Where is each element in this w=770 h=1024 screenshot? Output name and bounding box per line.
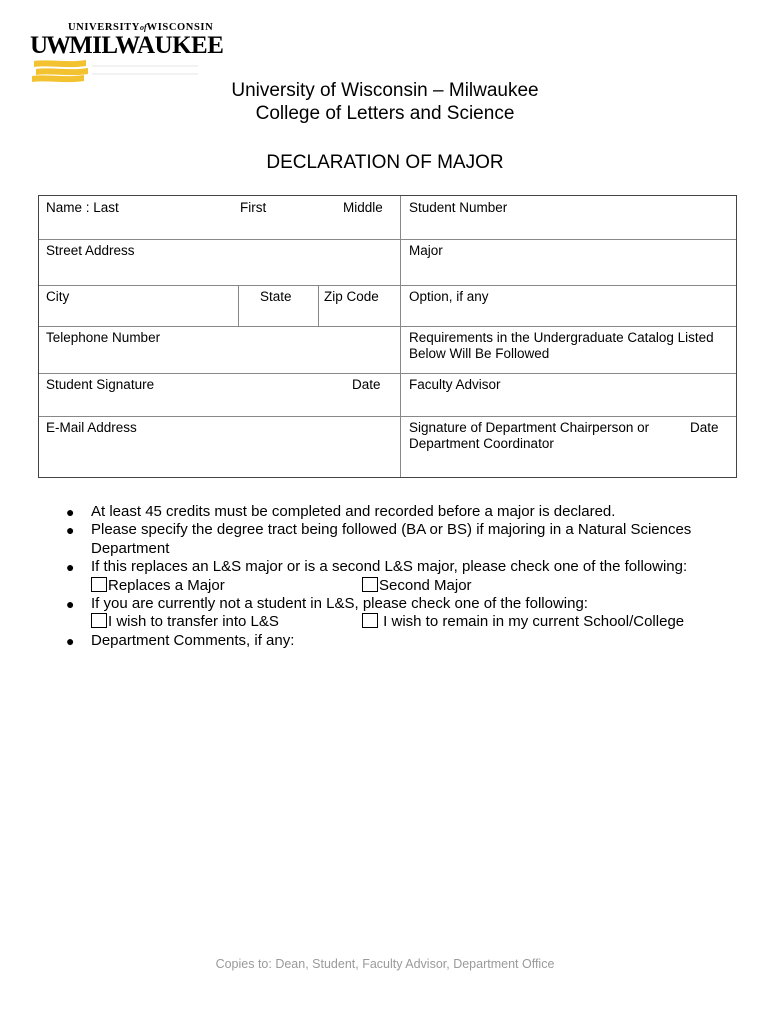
uwm-logo: [30, 22, 230, 84]
bullet-icon: ●: [66, 504, 75, 520]
instructions-list: [62, 503, 731, 650]
copies-footer: Copies to: Dean, Student, Faculty Advisor, Department Office: [215, 957, 555, 971]
remain-option[interactable]: I wish to remain in my current School/College: [362, 613, 684, 631]
column-divider: [238, 285, 239, 326]
list-item: ● At least 45 credits must be completed and recorded before a major is declared.: [66, 503, 616, 520]
signature-date-field[interactable]: Date: [352, 377, 381, 392]
telephone-field[interactable]: Telephone Number: [46, 330, 161, 345]
column-divider: [318, 285, 319, 326]
street-address-field[interactable]: Street Address: [46, 243, 135, 258]
major-field[interactable]: Major: [409, 243, 443, 258]
state-field[interactable]: State: [260, 289, 292, 304]
row-divider: [39, 373, 736, 374]
replaces-major-option[interactable]: Replaces a Major: [91, 577, 225, 595]
chair-signature-field[interactable]: Signature of Department Chairperson or Department Coordinator: [409, 420, 650, 451]
list-item: ● If this replaces an L&S major or is a second L&S major, please check one of the following:: [66, 558, 688, 576]
second-major-option[interactable]: Second Major: [362, 577, 472, 595]
college-name: College of Letters and Science: [255, 103, 515, 124]
name-first-field[interactable]: First: [240, 200, 267, 215]
list-item: ● Department Comments, if any:: [66, 631, 295, 649]
bullet-icon: ●: [66, 632, 75, 649]
remain-checkbox[interactable]: [362, 613, 378, 628]
option-field[interactable]: Option, if any: [409, 289, 489, 304]
faculty-advisor-field[interactable]: Faculty Advisor: [409, 377, 501, 392]
requirements-note: Requirements in the Undergraduate Catalog Listed Below Will Be Followed: [409, 330, 714, 361]
email-field[interactable]: E-Mail Address: [46, 420, 137, 435]
replaces-major-checkbox[interactable]: [91, 577, 107, 592]
city-field[interactable]: City: [46, 289, 70, 304]
university-name: University of Wisconsin – Milwaukee: [231, 80, 539, 101]
name-middle-field[interactable]: Middle: [343, 200, 383, 215]
zip-code-field[interactable]: Zip Code: [324, 289, 379, 304]
declaration-form-table: [38, 195, 737, 478]
logo-university-text: UNIVERSITYofWISCONSIN: [68, 22, 214, 33]
major-type-options: [62, 577, 731, 595]
bullet-icon: ●: [66, 559, 75, 576]
bullet-icon: ●: [66, 596, 75, 613]
transfer-option[interactable]: I wish to transfer into L&S: [91, 613, 279, 631]
list-item: ● If you are currently not a student in L&S, please check one of the following:: [66, 595, 588, 613]
chair-date-field[interactable]: Date: [690, 420, 719, 435]
row-divider: [39, 326, 736, 327]
transfer-options: [62, 613, 731, 631]
second-major-checkbox[interactable]: [362, 577, 378, 592]
row-divider: [39, 239, 736, 240]
name-last-field[interactable]: Name : Last: [46, 200, 119, 215]
logo-milwaukee-text: UWMILWAUKEE: [30, 32, 224, 59]
row-divider: [39, 285, 736, 286]
row-divider: [39, 416, 736, 417]
list-item: ● Please specify the degree tract being followed (BA or BS) if majoring in a Natural Sciences Department: [66, 521, 692, 557]
column-divider: [400, 196, 401, 477]
student-number-field[interactable]: Student Number: [409, 200, 508, 215]
transfer-checkbox[interactable]: [91, 613, 107, 628]
bullet-icon: ●: [66, 522, 75, 539]
form-title: DECLARATION OF MAJOR: [266, 152, 504, 173]
student-signature-field[interactable]: Student Signature: [46, 377, 155, 392]
